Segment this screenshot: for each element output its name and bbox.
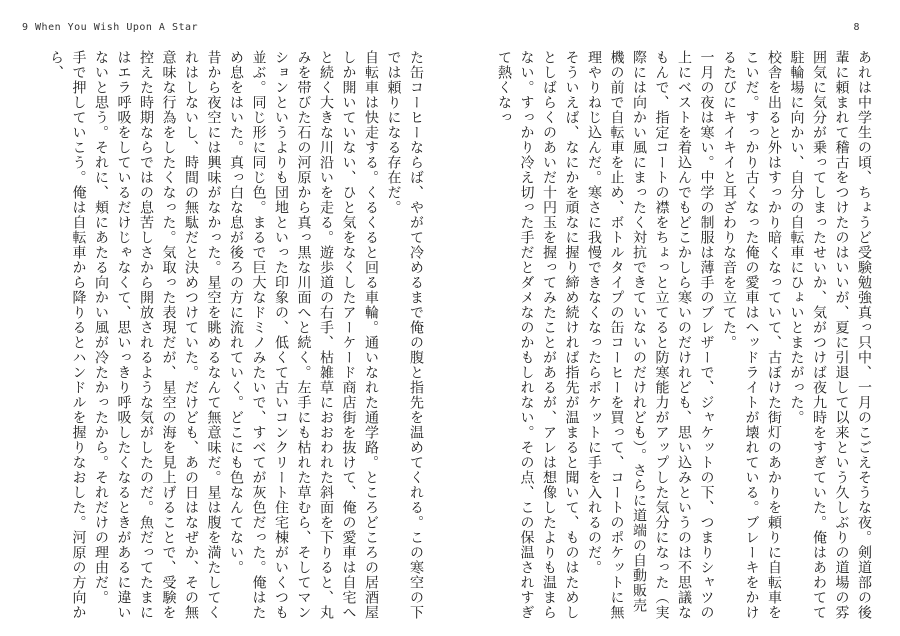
paragraph: 一月の夜は寒い。中学の制服は薄手のブレザーで、ジャケットの下、つまりシャツの上にベストを着込んでもどこかしら寒いのだけれども、思い込みというのは不思議なもんで、指定コートの襟をちょっと立てると防寒能力がアップした気分になった（実際には向かい風にまったく対抗できていないのだけれども）。さらに道端の自動販売機の前で自転車を止め、ボトルタイプの缶コーヒーを買って、コートのポケットに無理やりねじ込んだ。寒さに我慢できなくなったらポケットに手を入れるのだ。 xyxy=(586,50,715,620)
paragraph: 手で押していこう。俺は自転車から降りるとハンドルを握りなおした。河原の方向から、 xyxy=(48,50,87,620)
right-page-body xyxy=(470,50,875,624)
paragraph: 校舎を出ると外はすっかり暗くなっていて、古ぼけた街灯のあかりを頼りに自転車をこいだ。すっかり古くなった俺の愛車はヘッドライトが壊れている。ブレーキをかけるたびにキイキイと耳ざわりな音を立てた。 xyxy=(721,50,782,620)
paragraph: そういえば、なにかを頑なに握り締め続ければ指先が温まると聞いて、ものはためしとしばらくのあいだ十円玉を握ってみたことがあるが、アレは想像したよりも温まらない。すっかり冷え切った手だとダメなのかもしれない。その点、この保温されすぎて熱くなっ xyxy=(496,50,580,620)
paragraph: た缶コーヒーならば、やがて冷めるまで俺の腹と指先を温めてくれる。この寒空の下では頼りになる存在だ。 xyxy=(385,50,424,620)
paragraph: 昔から夜空には興味がなかった。星空を眺めるなんて無意味だ。星は腹を満たしてくれはしないし、時間の無駄だと決めつけていた。だけども、あの日はなぜか、その無意味な行為をしたくなった。気取った表現だが、星空の海を見上げることで、受験を控えた時期ならではの息苦しさから開放されるような気がしたのだ。魚だってたまにはエラ呼吸をしているだけじゃなくて、思いっきり呼吸したくなるときがあるに違いないと思う。それに、頬にあたる向かい風が冷たかったから。それだけの理由だ。 xyxy=(93,50,222,620)
page-number: 8 xyxy=(853,22,860,33)
right-page xyxy=(470,50,875,624)
page-header-left: 9 When You Wish Upon A Star xyxy=(22,22,199,33)
left-page-body xyxy=(22,50,427,624)
paragraph: あれは中学生の頃、ちょうど受験勉強真っ只中、一月のこごえそうな夜。剣道部の後輩に頼まれて稽古をつけたのはいいが、夏に引退して以来という久しぶりの道場の雰囲気に気分が乗ってしまったせいか、気がつけば夜九時をすぎていた。俺はあわてて駐輪場に向かい、自分の自転車にひょいとまたがった。 xyxy=(788,50,872,620)
paragraph: 自転車は快走する。くるくると回る車輪。通いなれた通学路。ところどころの居酒屋しか開いていない、ひと気をなくしたアーケード商店街を抜けて、俺の愛車は自宅へと続く大きな川沿いを走る。遊歩道の右手、枯雑草におおわれた斜面を下りると、丸みを帯びた石の河原から真っ黒な川面へと続く。左手にも枯れた草むら、そしてマンションというよりも団地といった印象の、低くて古いコンクリート住宅棟がいくつも並ぶ。同じ形に同じ色。まるで巨大なドミノみたいで、すべてが灰色だった。俺はため息をはいた。真っ白な息が後ろの方に流れていく。どこにも色なんてない。 xyxy=(228,50,379,620)
left-page xyxy=(22,50,427,624)
